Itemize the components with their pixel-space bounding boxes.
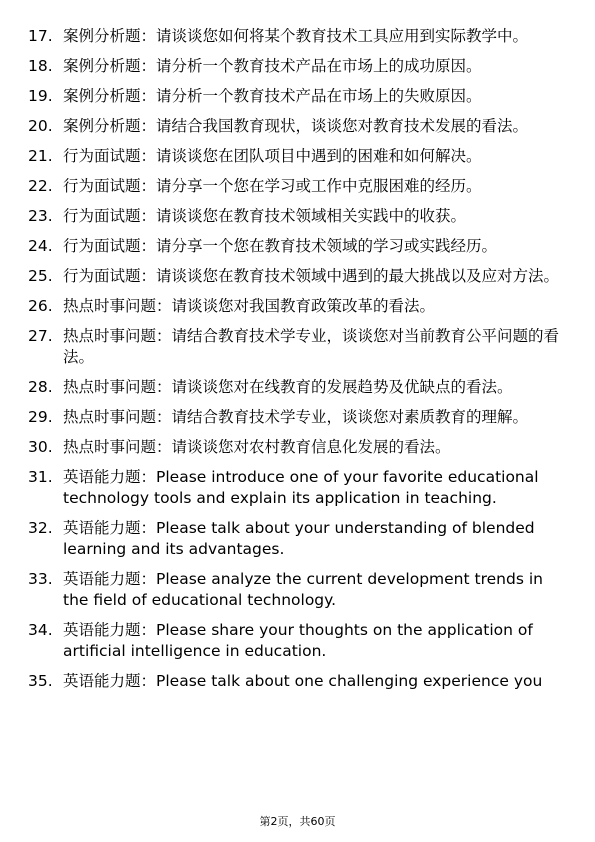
list-item — [28, 467, 563, 509]
question-number: 30. — [28, 438, 53, 456]
list-item — [28, 671, 563, 692]
question-text: 英语能力题：Please talk about one challenging experience you — [63, 672, 543, 690]
list-item — [28, 206, 563, 227]
question-number: 32. — [28, 519, 53, 537]
question-number: 29. — [28, 408, 53, 426]
question-number: 25. — [28, 267, 53, 285]
question-number: 19. — [28, 87, 53, 105]
question-number: 34. — [28, 621, 53, 639]
list-item — [28, 377, 563, 398]
question-number: 17. — [28, 27, 53, 45]
question-number: 27. — [28, 327, 53, 345]
question-text: 热点时事问题：请谈谈您对我国教育政策改革的看法。 — [63, 297, 436, 315]
question-text: 热点时事问题：请结合教育技术学专业，谈谈您对素质教育的理解。 — [63, 408, 529, 426]
question-text: 英语能力题：Please introduce one of your favorite educational technology tools and explain its application in teaching. — [63, 468, 539, 507]
question-text: 英语能力题：Please talk about your understanding of blended learning and its advantages. — [63, 519, 535, 558]
question-text: 行为面试题：请分享一个您在学习或工作中克服困难的经历。 — [63, 177, 482, 195]
question-text: 英语能力题：Please share your thoughts on the application of artificial intelligence in education. — [63, 621, 533, 660]
question-number: 21. — [28, 147, 53, 165]
question-text: 案例分析题：请谈谈您如何将某个教育技术工具应用到实际教学中。 — [63, 27, 529, 45]
question-number: 26. — [28, 297, 53, 315]
question-text: 行为面试题：请谈谈您在教育技术领域中遇到的最大挑战以及应对方法。 — [63, 267, 560, 285]
question-number: 31. — [28, 468, 53, 486]
list-item — [28, 407, 563, 428]
question-text: 热点时事问题：请谈谈您对在线教育的发展趋势及优缺点的看法。 — [63, 378, 513, 396]
list-item — [28, 518, 563, 560]
question-text: 热点时事问题：请结合教育技术学专业，谈谈您对当前教育公平问题的看法。 — [63, 327, 560, 366]
list-item — [28, 26, 563, 47]
question-text: 行为面试题：请分享一个您在教育技术领域的学习或实践经历。 — [63, 237, 498, 255]
question-text: 案例分析题：请分析一个教育技术产品在市场上的成功原因。 — [63, 57, 482, 75]
list-item — [28, 116, 563, 137]
page-number-label: 第2页，共60页 — [259, 815, 336, 828]
question-text: 英语能力题：Please analyze the current development trends in the field of educational technology. — [63, 570, 543, 609]
question-text: 案例分析题：请分析一个教育技术产品在市场上的失败原因。 — [63, 87, 482, 105]
list-item — [28, 176, 563, 197]
question-text: 行为面试题：请谈谈您在团队项目中遇到的困难和如何解决。 — [63, 147, 482, 165]
list-item — [28, 86, 563, 107]
list-item — [28, 266, 563, 287]
question-number: 23. — [28, 207, 53, 225]
question-number: 20. — [28, 117, 53, 135]
question-number: 33. — [28, 570, 53, 588]
question-number: 35. — [28, 672, 53, 690]
list-item — [28, 146, 563, 167]
list-item — [28, 326, 563, 368]
question-number: 18. — [28, 57, 53, 75]
list-item — [28, 569, 563, 611]
list-item — [28, 236, 563, 257]
question-list — [28, 26, 563, 701]
question-text: 热点时事问题：请谈谈您对农村教育信息化发展的看法。 — [63, 438, 451, 456]
question-number: 22. — [28, 177, 53, 195]
question-text: 案例分析题：请结合我国教育现状，谈谈您对教育技术发展的看法。 — [63, 117, 529, 135]
question-number: 24. — [28, 237, 53, 255]
question-text: 行为面试题：请谈谈您在教育技术领域相关实践中的收获。 — [63, 207, 467, 225]
question-number: 28. — [28, 378, 53, 396]
list-item — [28, 56, 563, 77]
list-item — [28, 437, 563, 458]
list-item — [28, 620, 563, 662]
list-item — [28, 296, 563, 317]
page-footer — [0, 815, 595, 829]
